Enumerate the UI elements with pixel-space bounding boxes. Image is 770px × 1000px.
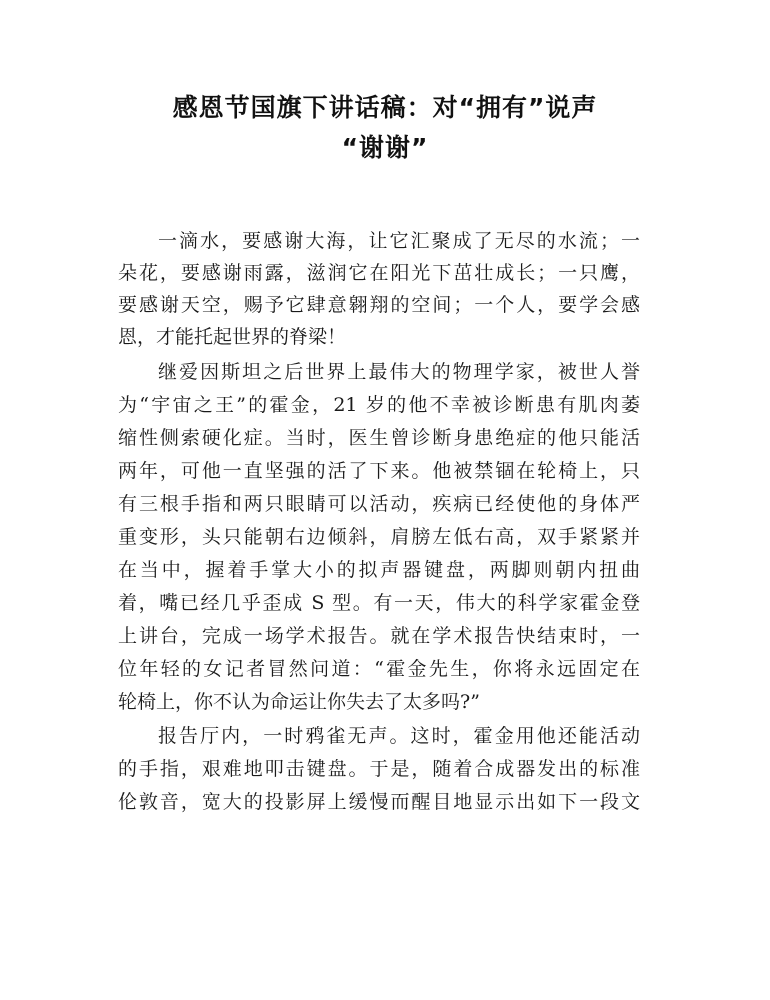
paragraph-1-line-3: 要感谢天空，赐予它肆意翱翔的空间；一个人，要学会感 [118,294,640,316]
document-title-line-1: 感恩节国旗下讲话稿：对“拥有”说声 [172,93,598,122]
paragraph-1-line-2: 朵花，要感谢雨露，滋润它在阳光下茁壮成长；一只鹰， [118,262,640,284]
paragraph-1-line-1: 一滴水，要感谢大海，让它汇聚成了无尽的水流；一 [158,230,640,252]
document-title-line-2: “谢谢” [341,133,429,162]
paragraph-3-line-2: 的手指，艰难地叩击键盘。于是，随着合成器发出的标准 [118,758,640,780]
paragraph-2-line-6: 重变形，头只能朝右边倾斜，肩膀左低右高，双手紧紧并 [118,526,640,548]
paragraph-1-line-4: 恩，才能托起世界的脊梁！ [118,326,347,348]
paragraph-2-line-5: 有三根手指和两只眼睛可以活动，疾病已经使他的身体严 [118,493,640,515]
paragraph-2-line-10: 位年轻的女记者冒然问道：“霍金先生，你将永远固定在 [118,658,640,680]
paragraph-2-line-4: 两年，可他一直坚强的活了下来。他被禁锢在轮椅上，只 [118,460,640,482]
paragraph-2-line-2: 为“宇宙之王”的霍金，21 岁的他不幸被诊断患有肌肉萎 [118,394,640,416]
paragraph-3-line-3: 伦敦音，宽大的投影屏上缓慢而醒目地显示出如下一段文 [118,791,640,813]
paragraph-2-line-9: 上讲台，完成一场学术报告。就在学术报告快结束时，一 [118,625,640,647]
paragraph-2-line-1: 继爱因斯坦之后世界上最伟大的物理学家，被世人誉 [158,361,640,383]
paragraph-2-line-3: 缩性侧索硬化症。当时，医生曾诊断身患绝症的他只能活 [118,427,640,449]
paragraph-3-line-1: 报告厅内，一时鸦雀无声。这时，霍金用他还能活动 [158,725,640,747]
paragraph-2-line-8: 着，嘴已经几乎歪成 S 型。有一天，伟大的科学家霍金登 [118,592,640,614]
paragraph-2-line-11: 轮椅上，你不认为命运让你失去了太多吗?” [118,691,480,713]
paragraph-2-line-7: 在当中，握着手掌大小的拟声器键盘，两脚则朝内扭曲 [118,559,640,581]
